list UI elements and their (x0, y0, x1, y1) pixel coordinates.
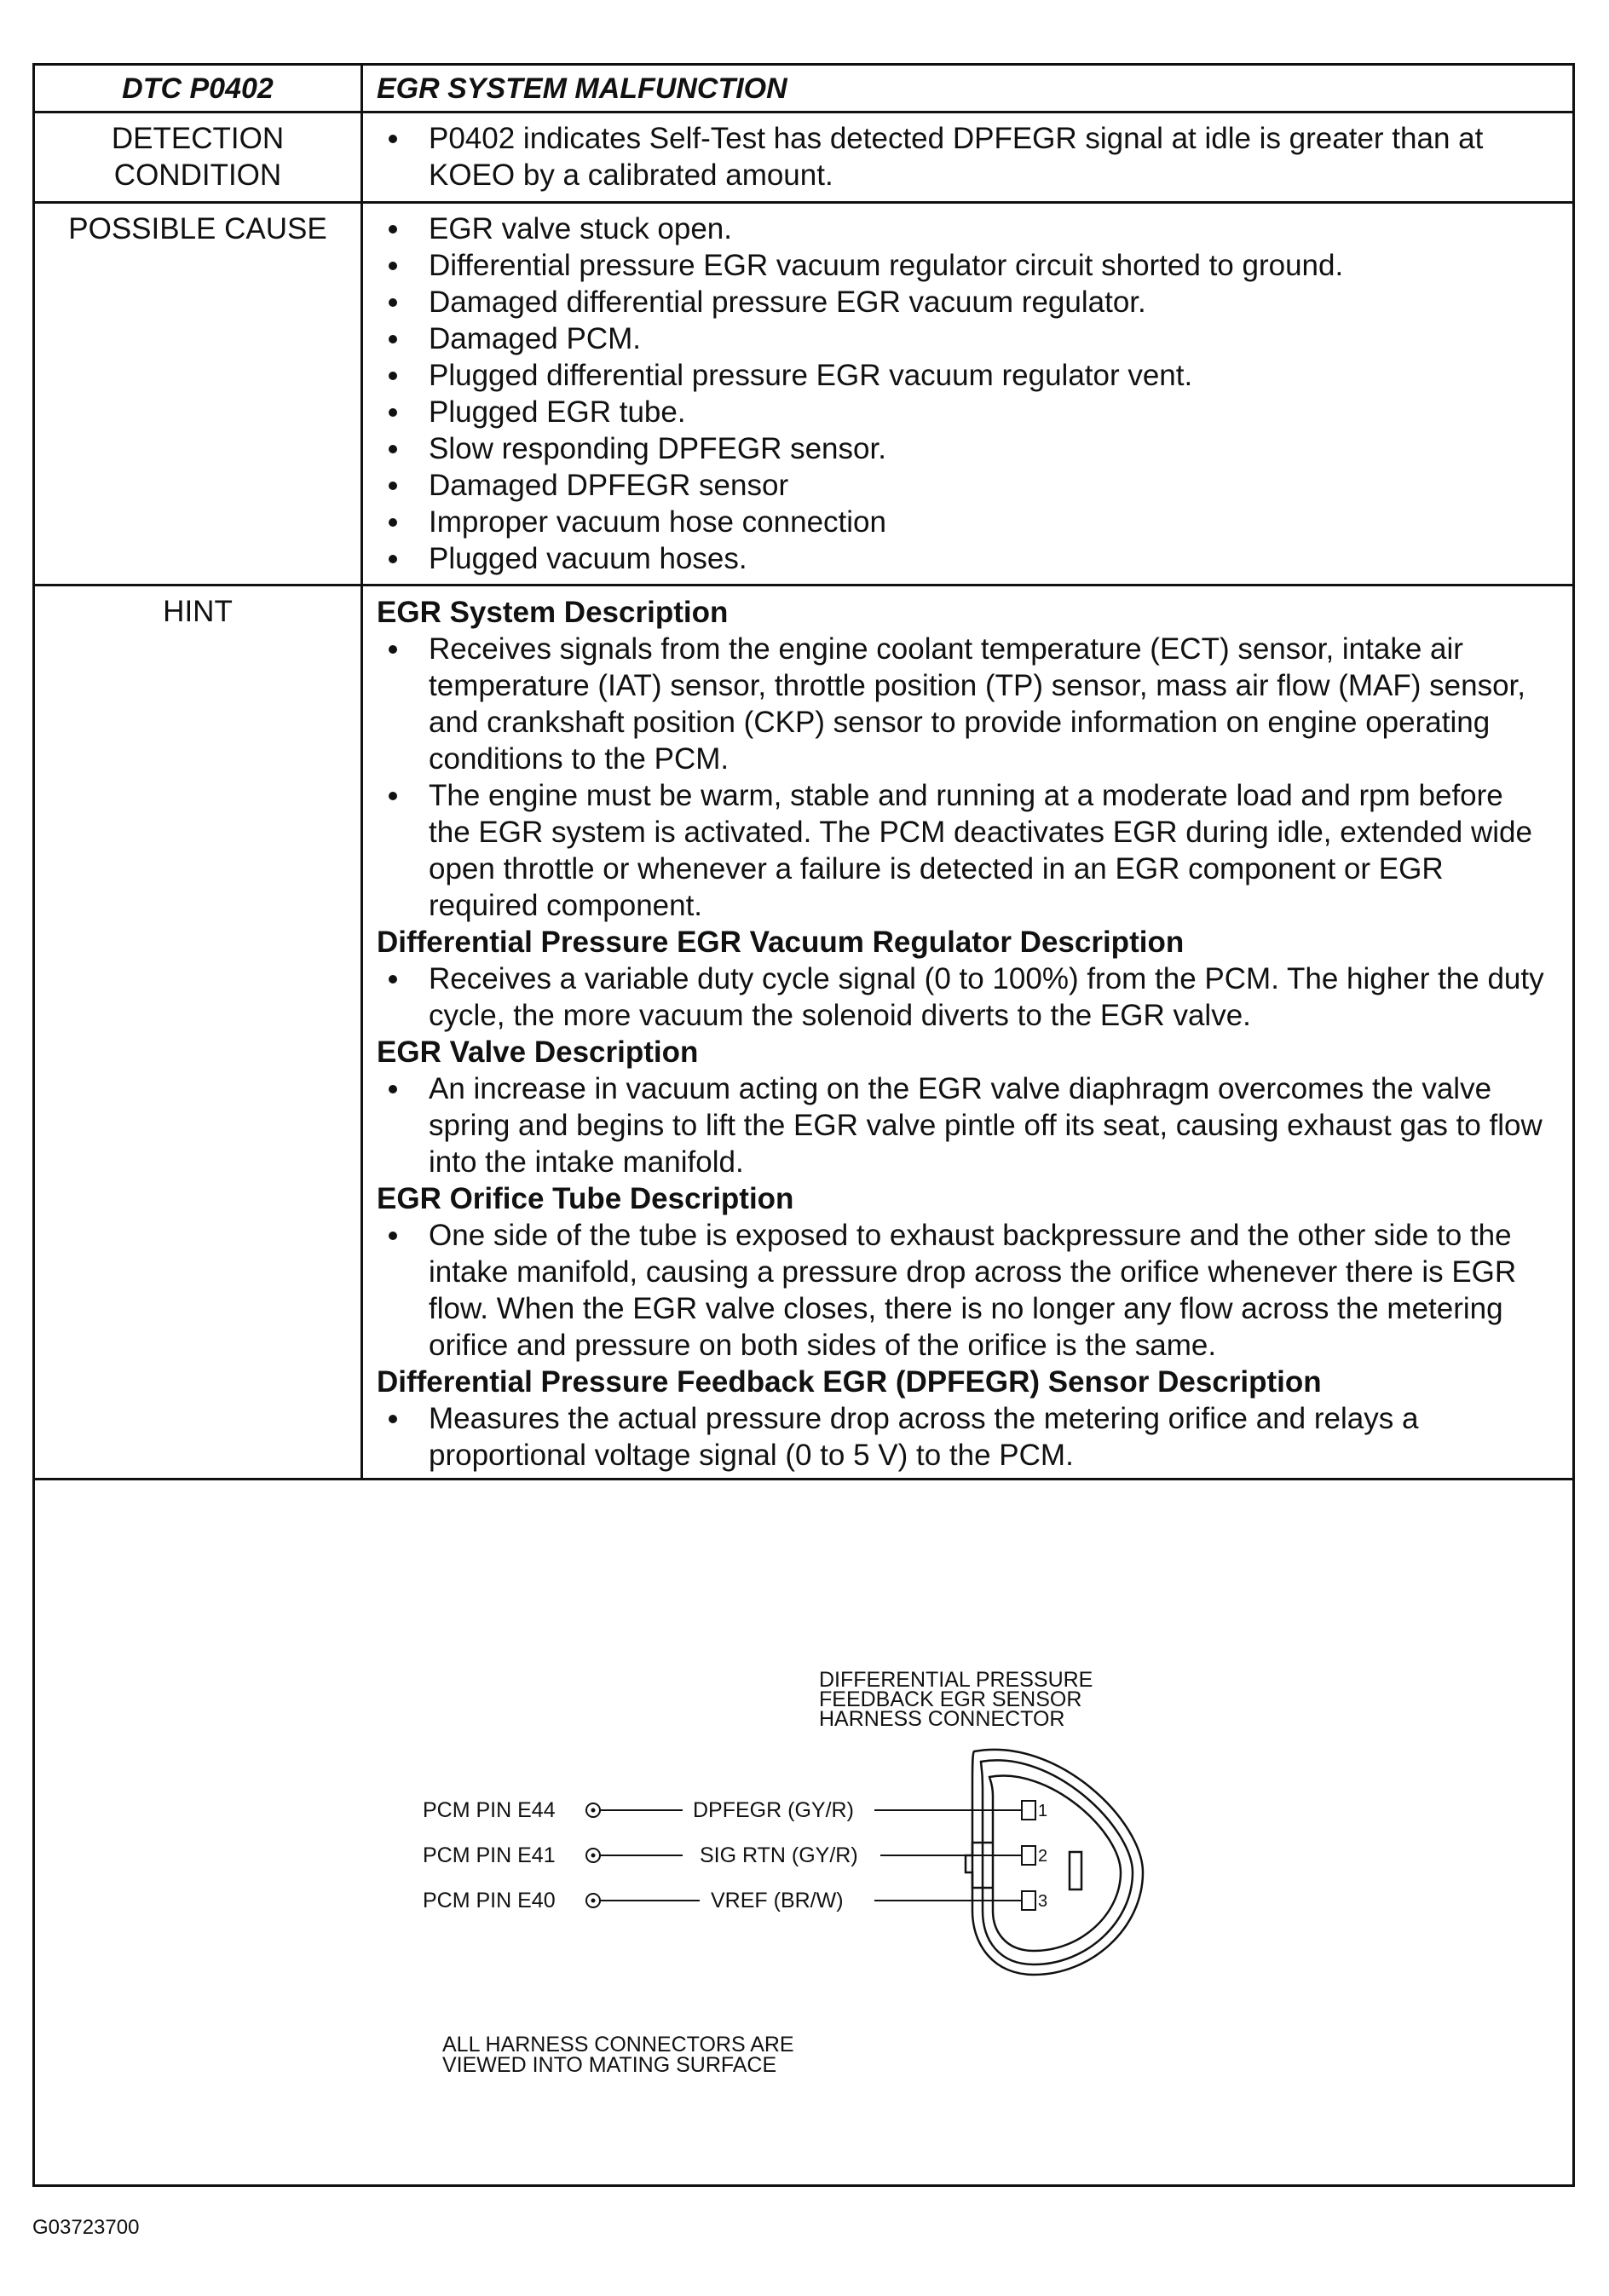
section-heading: EGR Valve Description (377, 1036, 699, 1069)
diagram-note-line: VIEWED INTO MATING SURFACE (442, 2053, 777, 2077)
detection-condition-row (35, 113, 1572, 204)
pin-terminal-icon (1022, 1801, 1035, 1820)
figure-id: G03723700 (32, 2216, 140, 2239)
list-item: EGR valve stuck open. (377, 211, 1548, 247)
possible-cause-content (363, 204, 1572, 584)
section-heading: EGR System Description (377, 596, 729, 629)
detection-label: DETECTION CONDITION (35, 113, 363, 201)
list-item: Plugged EGR tube. (377, 394, 1548, 430)
list-item: Slow responding DPFEGR sensor. (377, 430, 1548, 467)
pin-number: 2 (1038, 1847, 1048, 1866)
pin-row-3 (423, 1889, 1047, 1912)
connector-diagram-row (35, 1480, 1572, 2184)
pcm-pin-label: PCM PIN E40 (423, 1889, 556, 1912)
pin-number: 1 (1038, 1802, 1048, 1820)
pcm-pin-label: PCM PIN E41 (423, 1843, 556, 1867)
possible-cause-row (35, 204, 1572, 586)
possible-cause-label: POSSIBLE CAUSE (35, 204, 363, 584)
section-heading: Differential Pressure Feedback EGR (DPFEGR) Sensor Description (377, 1365, 1322, 1399)
hint-label: HINT (35, 586, 363, 1478)
pin-row-2 (423, 1843, 1047, 1867)
dtc-title: EGR SYSTEM MALFUNCTION (377, 72, 787, 105)
pin-row-1 (423, 1798, 1047, 1822)
pcm-pin-label: PCM PIN E44 (423, 1798, 556, 1822)
list-item: Improper vacuum hose connection (377, 504, 1548, 540)
signal-label: DPFEGR (GY/R) (693, 1798, 854, 1822)
list-item: One side of the tube is exposed to exhaust backpressure and the other side to the intake manifold, causing a pressure drop across the orifice whenever there is EGR flow. When the EGR valve closes, there is no longer any flow across the metering orifice and pressure on both sides of the orifice is the same. (377, 1217, 1548, 1364)
connector-title-line: FEEDBACK EGR SENSOR (819, 1687, 1082, 1711)
hint-content (363, 586, 1572, 1478)
hint-row (35, 586, 1572, 1480)
list-item: Plugged differential pressure EGR vacuum regulator vent. (377, 357, 1548, 394)
detection-content (363, 113, 1572, 201)
list-item: The engine must be warm, stable and running at a moderate load and rpm before the EGR system is activated. The PCM deactivates EGR during idle, extended wide open throttle or whenever a failure is detected in an EGR component or EGR required component. (377, 777, 1548, 924)
signal-label: SIG RTN (GY/R) (700, 1843, 858, 1867)
dtc-code: DTC P0402 (35, 66, 363, 111)
section-heading: EGR Orifice Tube Description (377, 1182, 794, 1215)
list-item: An increase in vacuum acting on the EGR valve diaphragm overcomes the valve spring and begins to lift the EGR valve pintle off its seat, causing exhaust gas to flow into the intake manifold. (377, 1070, 1548, 1180)
connector-title-line: DIFFERENTIAL PRESSURE (819, 1668, 1093, 1692)
list-item: P0402 indicates Self-Test has detected DPFEGR signal at idle is greater than at KOEO by a calibrated amount. (377, 120, 1548, 193)
list-item: Damaged differential pressure EGR vacuum regulator. (377, 284, 1548, 320)
diagram-note-line: ALL HARNESS CONNECTORS ARE (442, 2033, 794, 2057)
list-item: Damaged PCM. (377, 320, 1548, 357)
signal-label: VREF (BR/W) (711, 1889, 844, 1912)
connector-title-line: HARNESS CONNECTOR (819, 1707, 1065, 1731)
list-item: Differential pressure EGR vacuum regulator circuit shorted to ground. (377, 247, 1548, 284)
list-item: Receives signals from the engine coolant temperature (ECT) sensor, intake air temperature (IAT) sensor, throttle position (TP) sensor, mass air flow (MAF) sensor, and crankshaft position (CKP) sensor to provide information on engine operating conditions to the PCM. (377, 631, 1548, 777)
section-heading: Differential Pressure EGR Vacuum Regulator Description (377, 926, 1185, 959)
connector-diagram (35, 1480, 1572, 2184)
pin-number: 3 (1038, 1892, 1048, 1911)
list-item: Receives a variable duty cycle signal (0 to 100%) from the PCM. The higher the duty cycle, the more vacuum the solenoid diverts to the EGR valve. (377, 961, 1548, 1034)
list-item: Plugged vacuum hoses. (377, 540, 1548, 577)
dtc-table (32, 63, 1575, 2187)
table-header-row (35, 66, 1572, 113)
list-item: Measures the actual pressure drop across the metering orifice and relays a proportional voltage signal (0 to 5 V) to the PCM. (377, 1400, 1548, 1474)
pin-terminal-icon (1022, 1891, 1035, 1910)
list-item: Damaged DPFEGR sensor (377, 467, 1548, 504)
connector-body-icon (966, 1750, 1143, 1975)
pin-terminal-icon (1022, 1846, 1035, 1865)
